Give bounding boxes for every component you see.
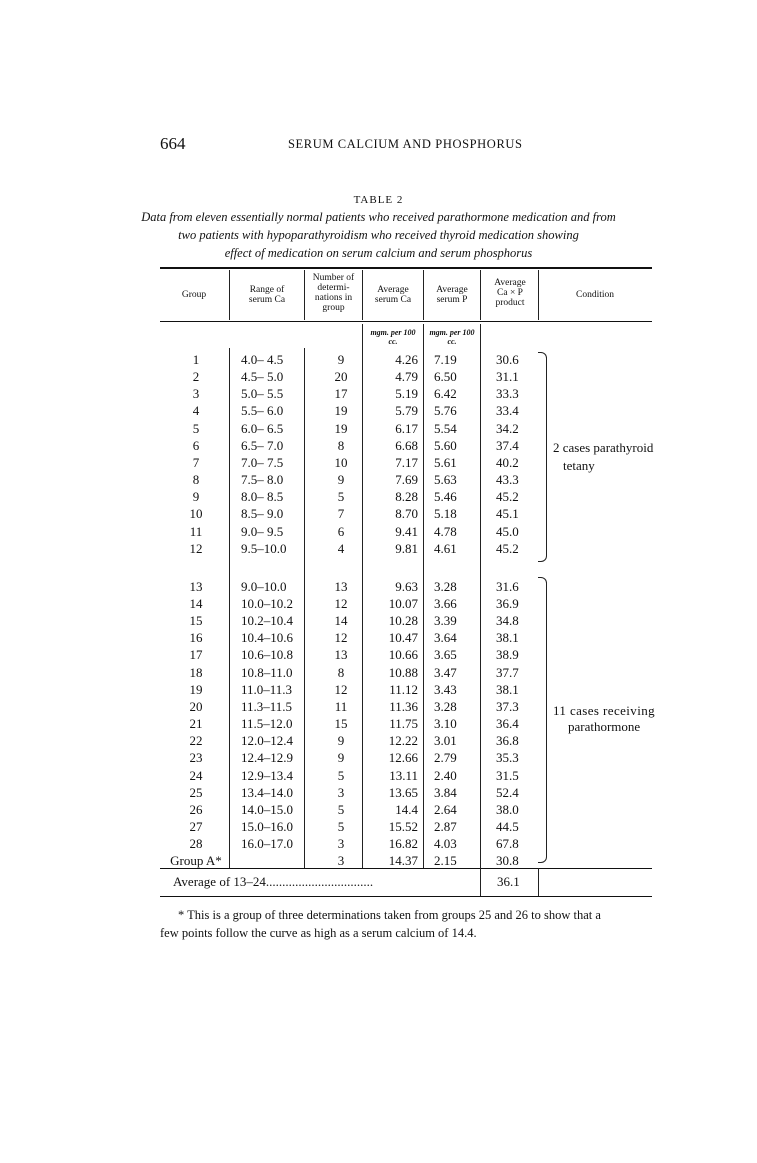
cell-avg-ca: 12.66 — [388, 750, 418, 766]
cell-range: 16.0–17.0 — [241, 836, 293, 851]
header-avg-ca: Average serum Ca — [374, 285, 412, 305]
cell-number: 12 — [334, 630, 348, 646]
table-row — [0, 488, 757, 506]
cell-range: 11.3–11.5 — [241, 698, 293, 714]
cell-avg-ca: 16.82 — [388, 836, 418, 851]
cell-range: 12.4–12.9 — [241, 750, 293, 766]
cell-range: 5.0– 5.5 — [241, 386, 284, 402]
table-row — [0, 595, 757, 613]
cell-avg-ca: 4.26 — [395, 352, 418, 367]
cell-number: 3 — [337, 836, 345, 851]
header-group: Group — [181, 290, 207, 300]
cell-range: 10.6–10.8 — [241, 647, 293, 663]
header-range: Range of serum Ca — [248, 285, 286, 305]
cell-product: 37.4 — [496, 437, 519, 453]
cell-avg-p: 3.10 — [434, 716, 457, 731]
cell-group: 2 — [192, 369, 200, 385]
cell-product: 31.6 — [496, 578, 519, 594]
cell-avg-p: 5.18 — [434, 506, 457, 522]
cell-range: 5.5– 6.0 — [241, 403, 284, 419]
table-row — [0, 402, 757, 420]
table-caption-line-1: Data from eleven essentially normal patients who received parathormone medication and from — [141, 210, 616, 224]
table-row — [0, 732, 757, 750]
cell-number: 12 — [334, 596, 348, 611]
unit-avg-ca: mgm. per 100 cc. — [370, 328, 416, 346]
cell-number: 9 — [337, 352, 345, 367]
cell-avg-p: 3.01 — [434, 733, 457, 749]
cell-number: 7 — [337, 506, 345, 522]
cell-product: 38.9 — [496, 647, 519, 663]
brace-group-13-A — [538, 577, 547, 863]
table-row — [0, 646, 757, 664]
cell-number: 5 — [337, 767, 345, 783]
cell-product: 37.3 — [496, 698, 519, 714]
cell-avg-p: 6.50 — [434, 369, 457, 385]
cell-group: 14 — [189, 596, 203, 611]
condition-second-line-1: 11 cases receiving — [553, 703, 656, 718]
cell-avg-ca: 7.69 — [395, 472, 418, 487]
cell-product: 45.1 — [496, 506, 519, 522]
cell-avg-p: 2.79 — [434, 750, 457, 766]
table-row — [0, 612, 757, 630]
cell-avg-ca: 6.17 — [395, 420, 418, 436]
cell-avg-p: 3.64 — [434, 630, 457, 646]
cell-avg-ca: 5.79 — [395, 403, 418, 419]
cell-range: 12.9–13.4 — [241, 767, 293, 783]
cell-number: 5 — [337, 801, 345, 817]
cell-product: 34.2 — [496, 420, 519, 436]
cell-number: 4 — [337, 540, 345, 556]
cell-product: 40.2 — [496, 454, 519, 470]
cell-avg-ca: 10.88 — [388, 664, 418, 680]
condition-first-line-1: 2 cases parathyroid — [553, 440, 654, 455]
cell-avg-ca: 10.47 — [388, 630, 418, 646]
cell-range: 4.5– 5.0 — [241, 369, 284, 385]
cell-number: 13 — [334, 578, 348, 594]
cell-avg-p: 5.46 — [434, 489, 457, 505]
cell-product: 38.1 — [496, 681, 519, 697]
running-head: SERUM CALCIUM AND PHOSPHORUS — [288, 137, 523, 151]
cell-avg-p: 5.54 — [434, 420, 457, 436]
cell-product: 31.1 — [496, 369, 519, 385]
cell-avg-ca: 11.12 — [389, 681, 418, 697]
cell-group: 17 — [189, 647, 203, 663]
cell-group: 28 — [189, 836, 203, 851]
cell-product: 45.2 — [496, 540, 519, 556]
cell-product: 36.8 — [496, 733, 519, 749]
cell-group: 18 — [189, 664, 203, 680]
cell-avg-p: 2.87 — [434, 818, 457, 834]
cell-avg-p: 5.60 — [434, 437, 457, 453]
cell-group: 23 — [189, 750, 203, 766]
cell-group: 24 — [189, 767, 203, 783]
cell-avg-ca: 10.28 — [388, 613, 418, 629]
cell-number: 8 — [337, 437, 345, 453]
cell-number: 15 — [334, 716, 348, 731]
cell-number: 9 — [337, 472, 345, 487]
cell-avg-ca: 5.19 — [395, 386, 418, 402]
cell-number: 11 — [334, 698, 348, 714]
cell-number: 9 — [337, 733, 345, 749]
table-row — [0, 471, 757, 489]
cell-avg-ca: 9.81 — [395, 540, 418, 556]
cell-group: 5 — [192, 420, 200, 436]
cell-number: 8 — [337, 664, 345, 680]
average-label: Average of 13–24................................. — [173, 874, 374, 889]
cell-group: 8 — [192, 472, 200, 487]
table-row — [0, 749, 757, 767]
cell-avg-p: 4.61 — [434, 540, 457, 556]
cell-range: 7.5– 8.0 — [241, 472, 284, 487]
table-row — [0, 420, 757, 438]
condition-second-line-2: parathormone — [568, 719, 641, 734]
cell-group: 1 — [192, 352, 200, 367]
cell-range: 10.4–10.6 — [241, 630, 293, 646]
page-number: 664 — [160, 134, 186, 153]
cell-avg-p: 2.64 — [434, 801, 457, 817]
cell-avg-p: 4.78 — [434, 523, 457, 539]
cell-number: 14 — [334, 613, 348, 629]
cell-number: 5 — [337, 818, 345, 834]
cell-product: 44.5 — [496, 818, 519, 834]
cell-range: 9.0– 9.5 — [241, 523, 284, 539]
cell-number: 19 — [334, 420, 348, 436]
cell-avg-ca: 6.68 — [395, 437, 418, 453]
cell-group: 6 — [192, 437, 200, 453]
cell-group: 4 — [192, 403, 200, 419]
cell-avg-p: 3.43 — [434, 681, 457, 697]
cell-number: 19 — [334, 403, 348, 419]
cell-product: 45.2 — [496, 489, 519, 505]
cell-avg-p: 7.19 — [434, 352, 457, 367]
cell-avg-ca: 14.4 — [395, 801, 418, 817]
cell-product: 52.4 — [496, 784, 519, 800]
cell-range: 7.0– 7.5 — [241, 454, 284, 470]
cell-range: 6.0– 6.5 — [241, 420, 284, 436]
cell-group: 16 — [189, 630, 203, 646]
table-row — [0, 681, 757, 699]
cell-range: 8.0– 8.5 — [241, 489, 284, 505]
cell-range: 10.2–10.4 — [241, 613, 293, 629]
cell-avg-p: 5.61 — [434, 454, 457, 470]
cell-product: 37.7 — [496, 664, 519, 680]
cell-avg-ca: 4.79 — [395, 369, 418, 385]
brace-group-1-12 — [538, 352, 547, 562]
cell-product: 67.8 — [496, 836, 519, 851]
cell-number: 5 — [337, 489, 345, 505]
table-row — [0, 629, 757, 647]
table-row — [0, 368, 757, 386]
cell-avg-ca: 9.63 — [395, 578, 418, 594]
cell-avg-ca: 10.66 — [388, 647, 418, 663]
table-row — [0, 784, 757, 802]
header-avg-p: Average serum P — [436, 285, 468, 305]
cell-number: 10 — [334, 454, 348, 470]
table-row — [0, 835, 757, 853]
cell-avg-ca: 11.75 — [389, 716, 418, 731]
cell-avg-p: 5.63 — [434, 472, 457, 487]
table-label: TABLE 2 — [353, 194, 404, 206]
cell-product: 34.8 — [496, 613, 519, 629]
condition-first-line-2: tetany — [563, 458, 595, 473]
table-row — [0, 818, 757, 836]
cell-product: 36.9 — [496, 596, 519, 611]
cell-range: 13.4–14.0 — [241, 784, 293, 800]
header-product: Average Ca × P product — [494, 278, 526, 308]
cell-avg-ca: 8.70 — [395, 506, 418, 522]
cell-avg-p: 3.47 — [434, 664, 457, 680]
cell-avg-ca: 15.52 — [388, 818, 418, 834]
cell-product: 45.0 — [496, 523, 519, 539]
cell-avg-ca: 10.07 — [388, 596, 418, 611]
cell-group: 10 — [189, 506, 203, 522]
cell-avg-p: 3.65 — [434, 647, 457, 663]
cell-avg-p: 4.03 — [434, 836, 457, 851]
cell-group: Group A* — [170, 853, 222, 869]
cell-avg-ca: 9.41 — [395, 523, 418, 539]
unit-avg-p: mgm. per 100 cc. — [429, 328, 475, 346]
footnote-line-1: * This is a group of three determinations taken from groups 25 and 26 to show that a — [178, 908, 601, 922]
cell-product: 31.5 — [496, 767, 519, 783]
cell-avg-ca: 12.22 — [388, 733, 418, 749]
cell-group: 22 — [189, 733, 203, 749]
cell-product: 35.3 — [496, 750, 519, 766]
header-number: Number of determi-nations in group — [312, 273, 355, 313]
average-value: 36.1 — [497, 874, 520, 889]
cell-group: 11 — [189, 523, 203, 539]
cell-range: 9.0–10.0 — [241, 578, 287, 594]
cell-range: 14.0–15.0 — [241, 801, 293, 817]
cell-avg-p: 3.28 — [434, 698, 457, 714]
cell-product: 43.3 — [496, 472, 519, 487]
table-caption-line-2: two patients with hypoparathyroidism who received thyroid medication showing — [178, 228, 579, 242]
cell-number: 3 — [337, 784, 345, 800]
cell-number: 20 — [334, 369, 348, 385]
table-row — [0, 523, 757, 541]
cell-group: 7 — [192, 454, 200, 470]
cell-range: 4.0– 4.5 — [241, 352, 284, 367]
cell-product: 30.8 — [496, 853, 519, 869]
table-row — [0, 578, 757, 596]
cell-number: 9 — [337, 750, 345, 766]
cell-avg-p: 3.66 — [434, 596, 457, 611]
cell-product: 30.6 — [496, 352, 519, 367]
cell-group: 3 — [192, 386, 200, 402]
cell-group: 15 — [189, 613, 203, 629]
cell-avg-p: 5.76 — [434, 403, 457, 419]
cell-range: 10.0–10.2 — [241, 596, 293, 611]
table-row — [0, 385, 757, 403]
header-condition: Condition — [575, 290, 614, 300]
cell-avg-ca: 8.28 — [395, 489, 418, 505]
cell-avg-p: 2.40 — [434, 767, 457, 783]
cell-product: 33.3 — [496, 386, 519, 402]
table-row — [0, 767, 757, 785]
cell-group: 21 — [189, 716, 203, 731]
cell-range: 9.5–10.0 — [241, 540, 287, 556]
cell-range: 11.5–12.0 — [241, 716, 293, 731]
table-row — [0, 505, 757, 523]
cell-range: 6.5– 7.0 — [241, 437, 284, 453]
cell-avg-p: 2.15 — [434, 853, 457, 869]
cell-range: 10.8–11.0 — [241, 664, 293, 680]
cell-avg-ca: 13.11 — [389, 767, 418, 783]
table-row — [0, 801, 757, 819]
cell-range: 11.0–11.3 — [241, 681, 293, 697]
table-caption-line-3: effect of medication on serum calcium and serum phosphorus — [224, 246, 533, 260]
cell-range: 8.5– 9.0 — [241, 506, 284, 522]
cell-group: 12 — [189, 540, 203, 556]
cell-number: 12 — [334, 681, 348, 697]
cell-group: 27 — [189, 818, 203, 834]
cell-group: 13 — [189, 578, 203, 594]
cell-product: 33.4 — [496, 403, 519, 419]
cell-group: 9 — [192, 489, 200, 505]
cell-group: 19 — [189, 681, 203, 697]
cell-number: 3 — [337, 853, 345, 869]
cell-range: 12.0–12.4 — [241, 733, 293, 749]
cell-number: 13 — [334, 647, 348, 663]
cell-avg-p: 3.84 — [434, 784, 457, 800]
cell-product: 38.0 — [496, 801, 519, 817]
cell-product: 36.4 — [496, 716, 519, 731]
table-row — [0, 351, 757, 369]
cell-avg-p: 3.28 — [434, 578, 457, 594]
cell-number: 17 — [334, 386, 348, 402]
footnote-line-2: few points follow the curve as high as a serum calcium of 14.4. — [160, 926, 477, 940]
cell-number: 6 — [337, 523, 345, 539]
cell-avg-p: 6.42 — [434, 386, 457, 402]
table-row — [0, 852, 757, 870]
cell-avg-ca: 14.37 — [388, 853, 418, 869]
cell-range: 15.0–16.0 — [241, 818, 293, 834]
cell-group: 25 — [189, 784, 203, 800]
table-row — [0, 664, 757, 682]
cell-avg-ca: 7.17 — [395, 454, 418, 470]
cell-avg-ca: 13.65 — [388, 784, 418, 800]
cell-product: 38.1 — [496, 630, 519, 646]
cell-group: 26 — [189, 801, 203, 817]
cell-avg-ca: 11.36 — [389, 698, 418, 714]
table-row — [0, 540, 757, 558]
cell-avg-p: 3.39 — [434, 613, 457, 629]
cell-group: 20 — [189, 698, 203, 714]
